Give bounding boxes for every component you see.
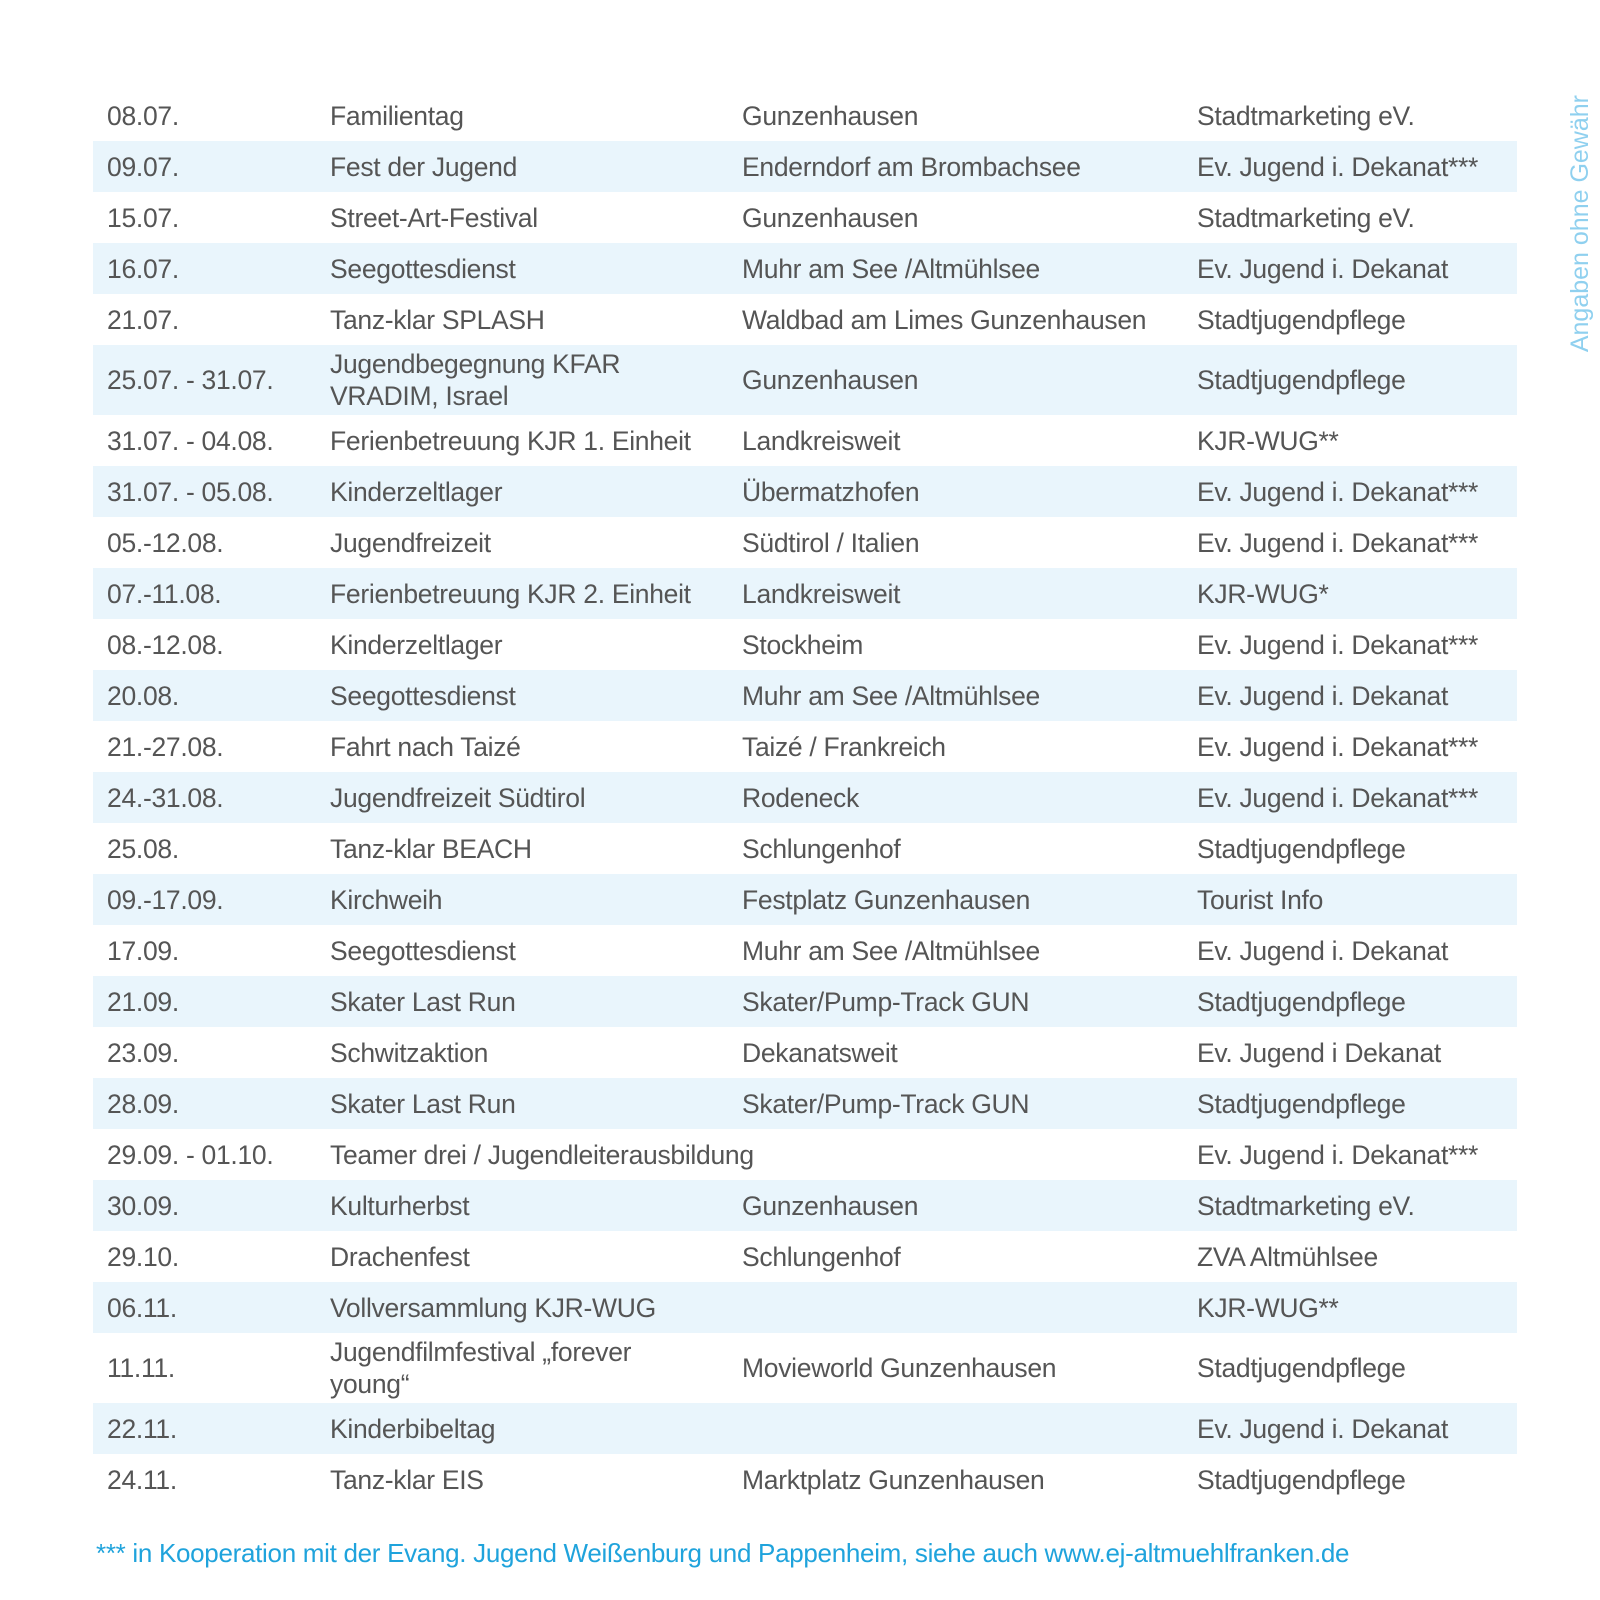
organizer-cell: Stadtjugendpflege	[1197, 1088, 1406, 1119]
event-cell: Kirchweih	[330, 884, 443, 915]
place-cell: Movieworld Gunzenhausen	[742, 1353, 1057, 1383]
event-cell: Familientag	[330, 100, 464, 131]
table-row	[93, 1403, 1517, 1454]
date-cell: 06.11.	[107, 1292, 177, 1323]
table-row	[93, 1078, 1517, 1129]
date-cell: 05.-12.08.	[107, 527, 224, 558]
place-cell: Muhr am See /Altmühlsee	[742, 680, 1040, 711]
date-cell: 31.07. - 04.08.	[107, 425, 274, 456]
date-cell: 21.07.	[107, 304, 179, 335]
date-cell: 24.-31.08.	[107, 782, 224, 813]
organizer-cell: Ev. Jugend i. Dekanat	[1197, 253, 1449, 284]
date-cell: 30.09.	[107, 1190, 179, 1221]
table-row	[93, 243, 1517, 294]
table-row	[93, 619, 1517, 670]
date-cell: 20.08.	[107, 680, 179, 711]
table-row	[93, 517, 1517, 568]
table-row	[93, 1129, 1517, 1180]
event-cell: Skater Last Run	[330, 1088, 516, 1119]
date-cell: 21.09.	[107, 986, 179, 1017]
place-cell: Taizé / Frankreich	[742, 731, 946, 762]
place-cell: Dekanatsweit	[742, 1037, 898, 1068]
date-cell: 29.10.	[107, 1241, 179, 1272]
table-row	[93, 670, 1517, 721]
organizer-cell: Stadtjugendpflege	[1197, 833, 1406, 864]
table-row	[93, 721, 1517, 772]
date-cell: 09.-17.09.	[107, 884, 224, 915]
date-cell: 28.09.	[107, 1088, 179, 1119]
organizer-cell: Stadtmarketing eV.	[1197, 202, 1415, 233]
organizer-cell: Stadtmarketing eV.	[1197, 100, 1415, 131]
date-cell: 25.08.	[107, 833, 179, 864]
date-cell: 24.11.	[107, 1464, 177, 1495]
place-cell: Muhr am See /Altmühlsee	[742, 253, 1040, 284]
event-cell: Kulturherbst	[330, 1190, 470, 1221]
event-cell: Seegottesdienst	[330, 253, 516, 284]
date-cell: 09.07.	[107, 151, 179, 182]
organizer-cell: KJR-WUG**	[1197, 425, 1339, 456]
organizer-cell: Ev. Jugend i Dekanat	[1197, 1037, 1441, 1068]
organizer-cell: Ev. Jugend i. Dekanat	[1197, 935, 1449, 966]
table-row	[93, 1454, 1517, 1505]
table-row	[93, 90, 1517, 141]
date-cell: 08.07.	[107, 100, 179, 131]
event-cell: Kinderbibeltag	[330, 1413, 496, 1444]
organizer-cell: KJR-WUG**	[1197, 1292, 1339, 1323]
date-cell: 22.11.	[107, 1413, 177, 1444]
place-cell: Waldbad am Limes Gunzenhausen	[742, 304, 1147, 335]
table-row	[93, 568, 1517, 619]
table-row	[93, 345, 1517, 415]
event-cell: Fest der Jugend	[330, 151, 518, 182]
place-cell: Skater/Pump-Track GUN	[742, 986, 1030, 1017]
organizer-cell: Stadtjugendpflege	[1197, 1464, 1406, 1495]
organizer-cell: Ev. Jugend i. Dekanat	[1197, 1413, 1449, 1444]
organizer-cell: Ev. Jugend i. Dekanat***	[1197, 151, 1479, 182]
date-cell: 08.-12.08.	[107, 629, 224, 660]
place-cell: Gunzenhausen	[742, 100, 919, 131]
table-row	[93, 415, 1517, 466]
table-row	[93, 1333, 1517, 1403]
place-cell: Stockheim	[742, 629, 864, 660]
place-cell: Landkreisweit	[742, 425, 901, 456]
table-row	[93, 294, 1517, 345]
date-cell: 31.07. - 05.08.	[107, 476, 274, 507]
event-cell: Street-Art-Festival	[330, 202, 538, 233]
organizer-cell: KJR-WUG*	[1197, 578, 1329, 609]
date-cell: 17.09.	[107, 935, 179, 966]
table-row	[93, 925, 1517, 976]
place-cell: Enderndorf am Brombachsee	[742, 151, 1081, 182]
place-cell: Muhr am See /Altmühlsee	[742, 935, 1040, 966]
place-cell: Skater/Pump-Track GUN	[742, 1088, 1030, 1119]
date-cell: 15.07.	[107, 202, 179, 233]
event-cell: Jugendfreizeit Südtirol	[330, 782, 586, 813]
organizer-cell: Ev. Jugend i. Dekanat	[1197, 680, 1449, 711]
place-cell: Gunzenhausen	[742, 202, 919, 233]
organizer-cell: Stadtjugendpflege	[1197, 986, 1406, 1017]
event-cell: Tanz-klar BEACH	[330, 833, 532, 864]
event-cell: Jugendbegegnung KFAR VRADIM, Israel	[330, 349, 621, 411]
event-cell: Kinderzeltlager	[330, 629, 503, 660]
event-cell: Teamer drei / Jugendleiterausbildung	[330, 1139, 754, 1170]
table-row	[93, 1027, 1517, 1078]
event-cell: Fahrt nach Taizé	[330, 731, 521, 762]
date-cell: 16.07.	[107, 253, 179, 284]
event-cell: Drachenfest	[330, 1241, 470, 1272]
event-cell: Skater Last Run	[330, 986, 516, 1017]
events-table	[93, 90, 1517, 1505]
organizer-cell: Ev. Jugend i. Dekanat***	[1197, 1139, 1479, 1170]
organizer-cell: Ev. Jugend i. Dekanat***	[1197, 527, 1479, 558]
table-row	[93, 1282, 1517, 1333]
organizer-cell: ZVA Altmühlsee	[1197, 1241, 1378, 1272]
event-cell: Tanz-klar SPLASH	[330, 304, 545, 335]
organizer-cell: Ev. Jugend i. Dekanat***	[1197, 629, 1479, 660]
table-row	[93, 1180, 1517, 1231]
table-row	[93, 976, 1517, 1027]
table-row	[93, 141, 1517, 192]
table-row	[93, 1231, 1517, 1282]
table-row	[93, 192, 1517, 243]
event-cell: Kinderzeltlager	[330, 476, 503, 507]
place-cell: Festplatz Gunzenhausen	[742, 884, 1031, 915]
event-cell: Ferienbetreuung KJR 1. Einheit	[330, 425, 691, 456]
table-row	[93, 772, 1517, 823]
table-row	[93, 874, 1517, 925]
place-cell: Rodeneck	[742, 782, 859, 813]
date-cell: 29.09. - 01.10.	[107, 1139, 274, 1170]
date-cell: 21.-27.08.	[107, 731, 224, 762]
event-cell: Jugendfreizeit	[330, 527, 491, 558]
place-cell: Gunzenhausen	[742, 365, 919, 395]
date-cell: 11.11.	[107, 1353, 175, 1383]
event-cell: Tanz-klar EIS	[330, 1464, 484, 1495]
date-cell: 07.-11.08.	[107, 578, 222, 609]
organizer-cell: Stadtjugendpflege	[1197, 365, 1406, 395]
place-cell: Schlungenhof	[742, 1241, 901, 1272]
date-cell: 25.07. - 31.07.	[107, 365, 274, 395]
table-row	[93, 823, 1517, 874]
event-cell: Schwitzaktion	[330, 1037, 489, 1068]
date-cell: 23.09.	[107, 1037, 179, 1068]
event-cell: Seegottesdienst	[330, 680, 516, 711]
place-cell: Südtirol / Italien	[742, 527, 920, 558]
organizer-cell: Stadtjugendpflege	[1197, 1353, 1406, 1383]
disclaimer-side-note: Angaben ohne Gewähr	[1566, 95, 1594, 353]
table-row	[93, 466, 1517, 517]
place-cell: Schlungenhof	[742, 833, 901, 864]
place-cell: Übermatzhofen	[742, 476, 920, 507]
organizer-cell: Ev. Jugend i. Dekanat***	[1197, 731, 1479, 762]
organizer-cell: Tourist Info	[1197, 884, 1324, 915]
organizer-cell: Ev. Jugend i. Dekanat***	[1197, 782, 1479, 813]
event-cell: Vollversammlung KJR-WUG	[330, 1292, 656, 1323]
event-cell: Seegottesdienst	[330, 935, 516, 966]
organizer-cell: Stadtmarketing eV.	[1197, 1190, 1415, 1221]
event-cell: Jugendfilmfestival „forever young“	[330, 1337, 632, 1399]
organizer-cell: Ev. Jugend i. Dekanat***	[1197, 476, 1479, 507]
footnote: *** in Kooperation mit der Evang. Jugend Weißenburg und Pappenheim, siehe auch www.ej-altmuehlfranken.de	[96, 1538, 1350, 1568]
place-cell: Gunzenhausen	[742, 1190, 919, 1221]
event-cell: Ferienbetreuung KJR 2. Einheit	[330, 578, 691, 609]
place-cell: Landkreisweit	[742, 578, 901, 609]
place-cell: Marktplatz Gunzenhausen	[742, 1464, 1045, 1495]
organizer-cell: Stadtjugendpflege	[1197, 304, 1406, 335]
